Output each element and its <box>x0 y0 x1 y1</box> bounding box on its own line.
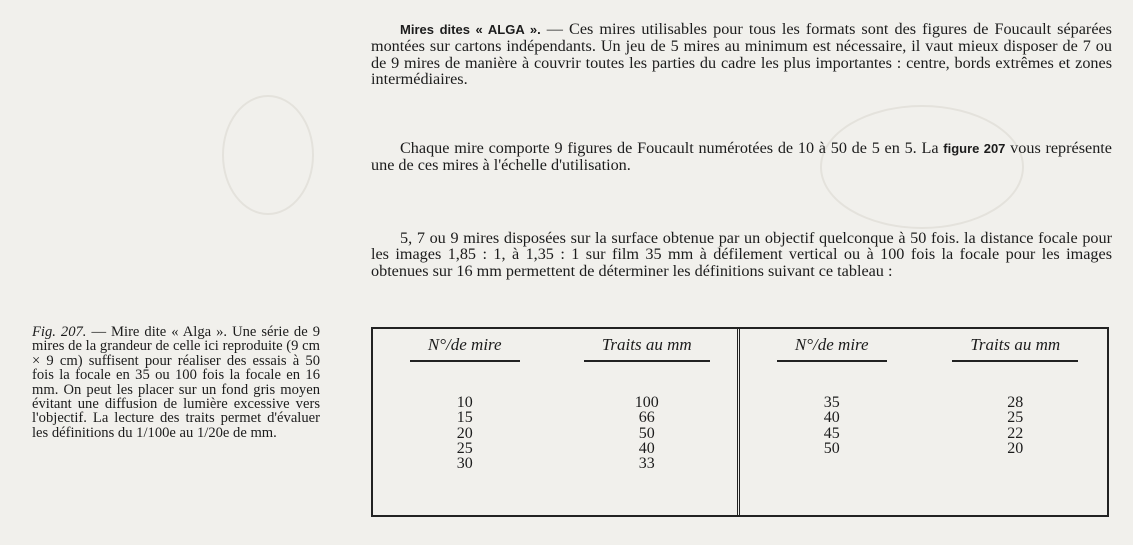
caption-text: — Mire dite « Alga ». Une série de 9 mires de la grandeur de celle ici reproduite (9 cm × 9 cm) suffisent pour réaliser des essais à 50 fois la focale en 35 ou 100 fois la focale en 16 mm. On peut les placer sur un fond gris moyen évitant une diffusion de lumière excessive vers l'objectif. La lecture des traits permet d'évaluer les définitions du 1/100e au 1/20e de mm. <box>32 324 320 441</box>
table-cell: 22 <box>1007 424 1024 442</box>
col-mire-right <box>740 365 924 515</box>
figure-label: Fig. 207. <box>32 324 87 340</box>
table-cell: 30 <box>456 455 473 473</box>
table-cell: 40 <box>823 409 840 427</box>
paragraph-2-start: Chaque mire comporte 9 figures de Foucault numérotées de 10 à 50 de 5 en 5. La <box>400 139 944 157</box>
section-heading: Mires dites « ALGA ». <box>400 22 541 37</box>
table-cell: 40 <box>638 439 655 457</box>
table-cell: 100 <box>634 394 659 411</box>
col-header-traits-right: Traits au mm <box>924 329 1108 365</box>
table-cell: 25 <box>1007 409 1024 427</box>
intro-text: — Ces mires utilisables pour tous les formats sont des figures de Foucault séparées montées sur cartons indépendants. Un jeu de 5 mires au minimum est nécessaire, il vaut mieux disposer de 7 ou de 9 mires de manière à couvrir toutes les parties du cadre les plus importantes : centre, bords extrêmes et zones intermédiaires. <box>371 20 1112 88</box>
paragraph-2-end: vous représente une de ces mires à l'échelle d'utilisation. <box>371 139 1112 175</box>
table-cell: 15 <box>456 409 473 427</box>
table-cell: 25 <box>456 439 473 457</box>
col-header-mire-left: N°/de mire <box>373 329 557 365</box>
table-cell: 33 <box>638 455 655 473</box>
bleed-through-circle <box>222 95 314 215</box>
resolution-table <box>371 327 1109 517</box>
col-header-mire-right: N°/de mire <box>740 329 924 365</box>
table-cell: 20 <box>456 424 473 442</box>
table-cell: 28 <box>1007 394 1024 411</box>
col-traits-right <box>924 365 1108 515</box>
paragraph-3 <box>371 230 1112 279</box>
paragraph-2 <box>371 140 1112 174</box>
table-cell: 66 <box>638 409 655 427</box>
table-cell: 50 <box>638 424 655 442</box>
table-cell: 50 <box>823 439 840 457</box>
intro-paragraph <box>371 21 1112 87</box>
col-header-traits-left: Traits au mm <box>557 329 741 365</box>
col-mire-left <box>373 365 557 515</box>
figure-reference: figure 207 <box>943 141 1006 156</box>
table-cell: 10 <box>456 394 473 411</box>
table-cell: 20 <box>1007 439 1024 457</box>
paragraph-3-text: 5, 7 ou 9 mires disposées sur la surface obtenue par un objectif quelconque à 50 fois. la distance focale pour les images 1,85 : 1, à 1,35 : 1 sur film 35 mm à défilement vertical ou à 100 fois la focale pour les images obtenues sur 16 mm permettent de déterminer les définitions suivant ce tableau : <box>371 229 1112 280</box>
figure-caption <box>32 325 320 440</box>
table-cell: 35 <box>823 394 840 411</box>
table-cell: 45 <box>823 424 840 442</box>
col-traits-left <box>557 365 741 515</box>
